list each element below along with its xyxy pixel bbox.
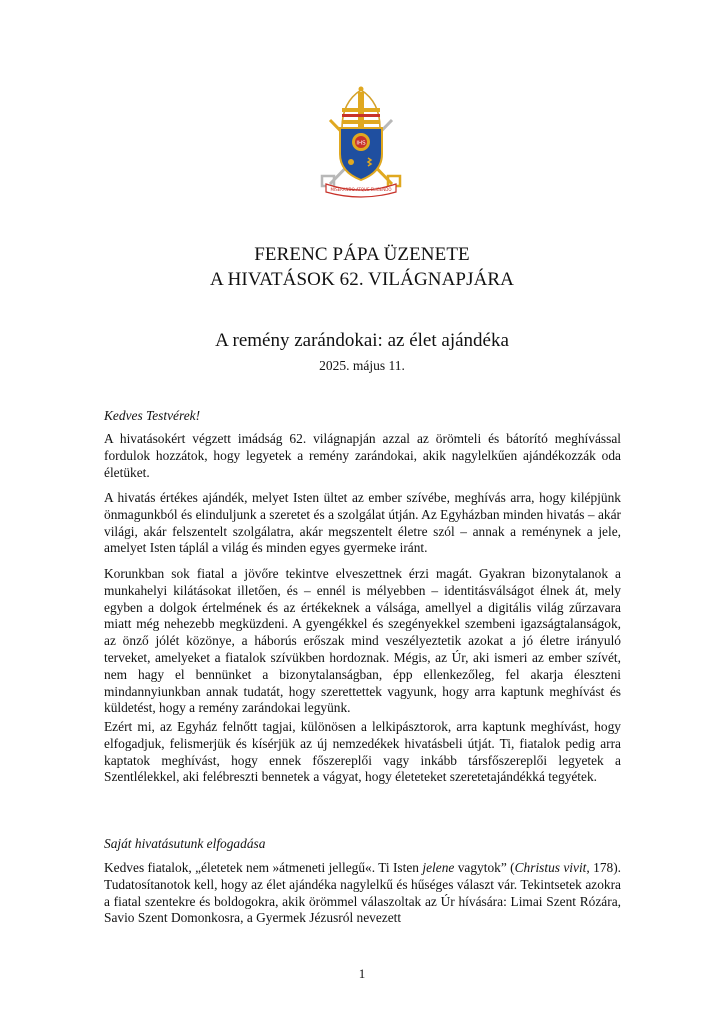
papal-coat-of-arms-icon: [318, 84, 404, 198]
paragraph-1-text: A hivatásokért végzett imádság 62. világnapján azzal az örömteli és bátorító meghívással fordulok hozzátok, hogy legyetek a remény zarándokai, akik nagylelkűen ajándékozzák oda életüket.: [104, 431, 621, 480]
paragraph-3-text: Korunkban sok fiatal a jövőre tekintve elveszettnek érzi magát. Gyakran bizonytalanok a munkahelyi kilátásokat illetően, és – ennél is mélyebben – identitásválságot élnek át, mely egyben a dolgok értelmének és az értékeknek a válsága, amellyel a digitális világ zűrzavara miatt még nehezebb megküzdeni. A gyengékkel és szegényekkel szembeni igazságtalanságok, az önző jólét közönye, a háborús erőszak mind veszélyeztetik azokat a jó életre irányuló terveket, amelyeket a fiatalok szívükben hordoznak. Mégis, az Úr, aki ismeri az ember szívét, nem hagy el bennünket a bizonytalanságban, épp ellenkezőleg, fel akarja éleszteni mindannyiunkban annak tudatát, hogy szerettettek vagyunk, hogy arra kaptunk meghívást és küldetést, hogy a remény zarándokai legyünk.: [104, 566, 621, 716]
document-date: 2025. május 11.: [319, 358, 405, 373]
shield-icon: [340, 128, 382, 180]
p5-part-e: , 178). Tudatosítanotok kell, hogy az élet ajándéka nagylelkű és hűséges választ vár. Tekintsetek azokra a fiatal szentekre és boldogokra, akik örömmel válaszoltak az Úr hívására: Limai Szent Rózára, Savio Szent Domonkosra, a Gyermek Jézusról nevezett: [104, 860, 622, 926]
paragraph-4: [104, 719, 621, 786]
document-title-line-1: FERENC PÁPA ÜZENETE: [254, 244, 470, 265]
page-number: 1: [358, 966, 366, 981]
p5-italic-jelene: jelene: [422, 860, 455, 875]
paragraph-3: [104, 566, 621, 717]
motto-text: MISERANDO ATQUE ELIGENDO: [330, 187, 392, 192]
paragraph-1: [104, 431, 621, 481]
paragraph-2-text: A hivatás értékes ajándék, melyet Isten ültet az ember szívébe, meghívás arra, hogy kilépjünk önmagunkból és elinduljunk a szeretet és a szolgálat útján. Az Egyházban minden hivatás – akár világi, akár felszentelt szolgálatra, akár megszentelt életre szól – annak a reménynek a jele, amelyet Isten táplál a világ és minden egyes gyermeke iránt.: [104, 490, 621, 556]
p5-italic-christus-vivit: Christus vivit: [514, 860, 587, 875]
motto-ribbon: [326, 184, 396, 197]
p5-part-a: Kedves fiatalok, „életetek nem »átmeneti jellegű«. Ti Isten: [104, 860, 423, 875]
paragraph-5-text: [104, 860, 621, 927]
mitre-icon: [342, 87, 380, 129]
document-subtitle: A remény zarándokai: az élet ajándéka: [215, 330, 509, 351]
paragraph-4-text: Ezért mi, az Egyház felnőtt tagjai, különösen a lelkipásztorok, arra kaptunk meghívást, hogy elfogadjuk, felismerjük és kísérjük az új nemzedékek hivatásbeli útját. Ti, fiatalok pedig arra kaptatok meghívást, hogy ennek főszereplői vagy inkább társfőszereplői legyetek a Szentlélekkel, aki felébreszti bennetek a vágyat, hogy életeteket szeretetajándékká tegyétek.: [104, 719, 621, 785]
greeting: Kedves Testvérek!: [104, 408, 201, 423]
section-heading: Saját hivatásutunk elfogadása: [104, 836, 266, 851]
ihs-monogram: IHS: [356, 140, 366, 147]
p5-part-c: vagytok” (: [454, 860, 515, 875]
paragraph-2: [104, 490, 621, 557]
paragraph-5: [104, 860, 621, 927]
document-title-line-2: A HIVATÁSOK 62. VILÁGNAPJÁRA: [209, 269, 515, 290]
